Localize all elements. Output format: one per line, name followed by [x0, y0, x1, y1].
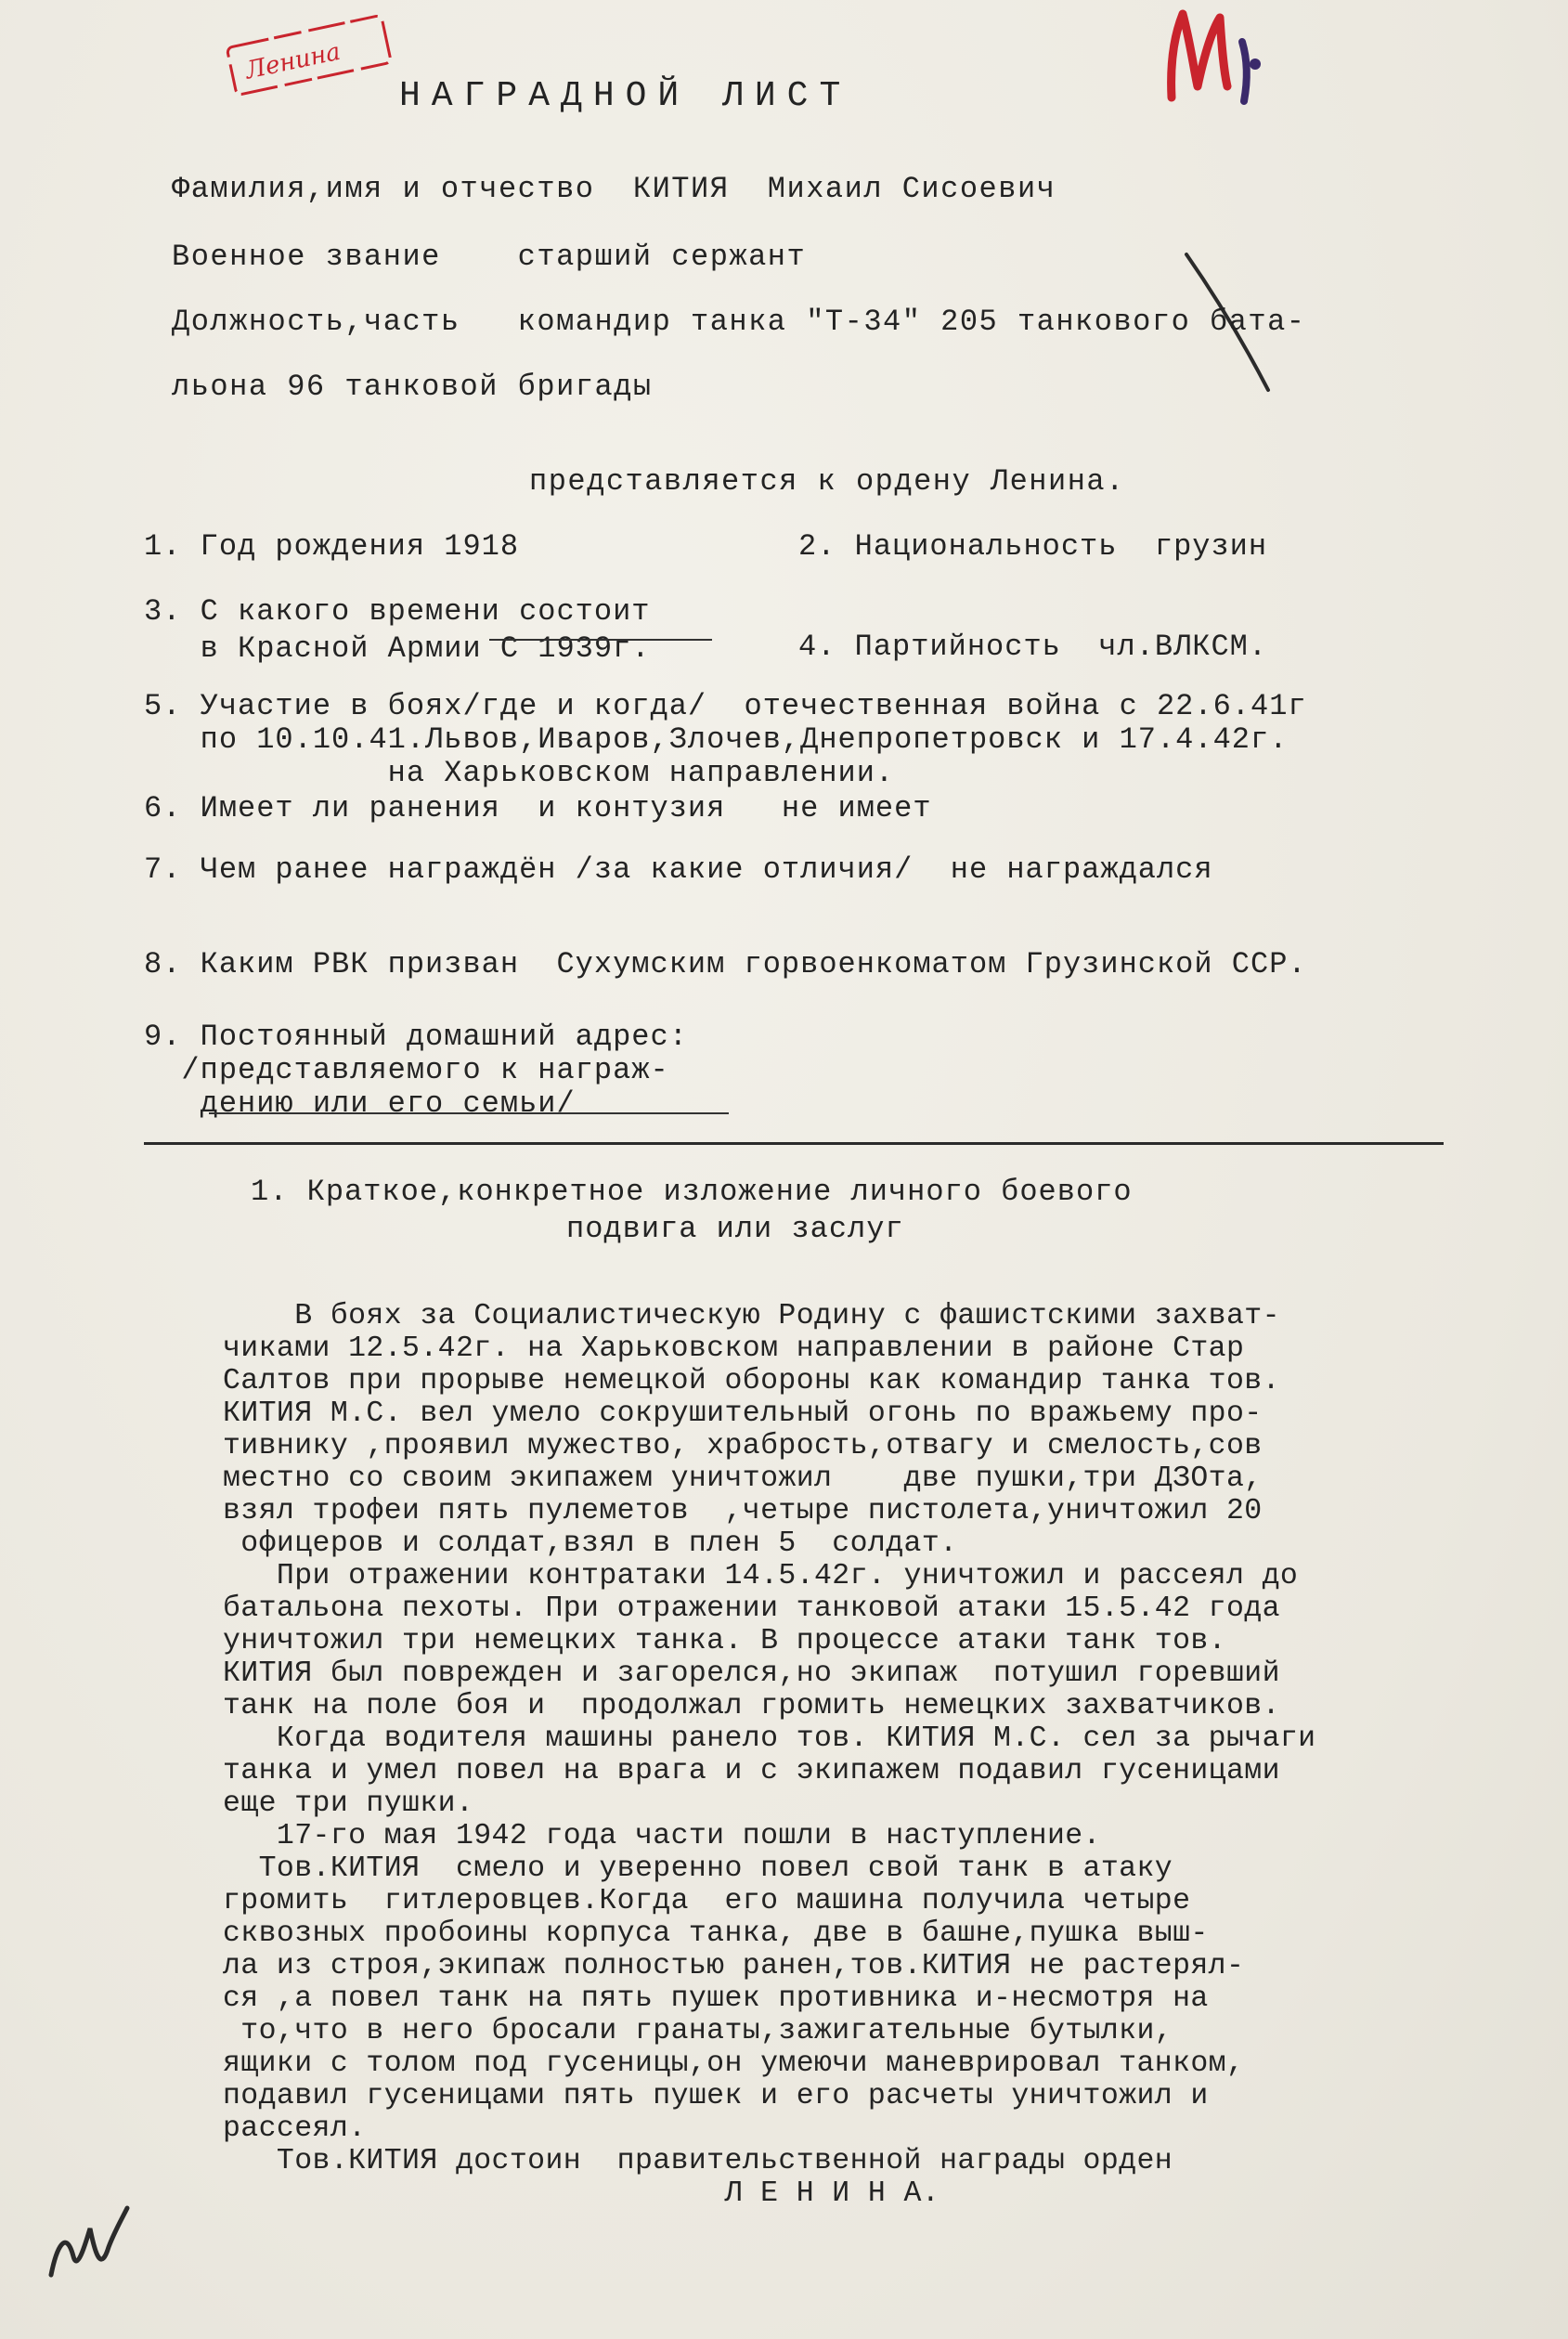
narrative-line: ла из строя,экипаж полностью ранен,тов.КИТИЯ не растерял-: [223, 1950, 1245, 1982]
citation-narrative: [223, 1300, 1523, 2210]
q9-address-a: 9. Постоянный домашний адрес:: [144, 1020, 688, 1054]
q2-nationality: 2. Национальность грузин: [798, 529, 1268, 564]
narrative-line: КИТИЯ был поврежден и загорелся,но экипаж потушил горевший: [223, 1657, 1280, 1690]
narrative-line: ящики с толом под гусеницы,он умеючи маневрировал танком,: [223, 2047, 1245, 2080]
q3-service-start-a: 3. С какого времени состоит: [144, 594, 651, 629]
red-pencil-annotation: [223, 6, 400, 105]
narrative-line: то,что в него бросали гранаты,зажигательные бутылки,: [223, 2015, 1173, 2047]
narrative-line: уничтожил три немецких танка. В процессе атаки танк тов.: [223, 1625, 1226, 1657]
narrative-line: Салтов при прорыве немецкой обороны как командир танка тов.: [223, 1365, 1280, 1397]
section-heading-line-2: подвига или заслуг: [566, 1212, 904, 1246]
award-line: представляется к ордену Ленина.: [529, 464, 1125, 499]
section-divider: [144, 1142, 1444, 1145]
narrative-line: При отражении контратаки 14.5.42г. уничтожил и рассеял до: [223, 1560, 1299, 1592]
q6-wounds: 6. Имеет ли ранения и контузия не имеет: [144, 791, 932, 825]
narrative-line: офицеров и солдат,взял в плен 5 солдат.: [223, 1527, 958, 1560]
narrative-line: батальона пехоты. При отражении танковой атаки 15.5.42 года: [223, 1592, 1280, 1625]
narrative-line: тивнику ,проявил мужество, храбрость,отвагу и смелость,сов: [223, 1430, 1263, 1462]
underline-mark: [489, 639, 712, 641]
narrative-line: Л Е Н И Н А.: [223, 2177, 940, 2210]
narrative-line: чиками 12.5.42г. на Харьковском направлении в районе Стар: [223, 1332, 1245, 1365]
svg-text:Ленина: Ленина: [242, 37, 343, 85]
position-field-line-1: Должность,часть командир танка "Т-34" 205 танкового бата-: [172, 305, 1306, 339]
narrative-line: Тов.КИТИЯ смело и уверенно повел свой танк в атаку: [223, 1852, 1173, 1885]
narrative-line: 17-го мая 1942 года части пошли в наступление.: [223, 1820, 1101, 1852]
narrative-line: Когда водителя машины ранело тов. КИТИЯ М.С. сел за рычаги: [223, 1722, 1316, 1755]
q5-battles-b: по 10.10.41.Львов,Иваров,Злочев,Днепропетровск и 17.4.42г.: [144, 722, 1289, 757]
name-field: Фамилия,имя и отчество КИТИЯ Михаил Сисоевич: [172, 172, 1056, 206]
narrative-line: ся ,а повел танк на пять пушек противника и-несмотря на: [223, 1982, 1209, 2015]
narrative-line: танка и умел повел на врага и с экипажем подавил гусеницами: [223, 1755, 1280, 1787]
narrative-line: взял трофеи пять пулеметов ,четыре пистолета,уничтожил 20: [223, 1495, 1263, 1527]
q5-battles-c: на Харьковском направлении.: [144, 756, 895, 790]
position-field-line-2: льона 96 танковой бригады: [172, 370, 653, 404]
q1-birth-year: 1. Год рождения 1918: [144, 529, 520, 564]
q9-address-b: /представляемого к награж-: [144, 1053, 669, 1087]
q4-party: 4. Партийность чл.ВЛКСМ.: [798, 630, 1268, 664]
q9-address-c: дению или его семьи/: [144, 1086, 576, 1121]
q8-draft-office: 8. Каким РВК призван Сухумским горвоенкоматом Грузинской ССР.: [144, 947, 1307, 981]
rank-field: Военное звание старший сержант: [172, 240, 807, 274]
narrative-line: Тов.КИТИЯ достоин правительственной награды орден: [223, 2145, 1173, 2177]
q5-battles-a: 5. Участие в боях/где и когда/ отечественная война с 22.6.41г: [144, 689, 1307, 723]
narrative-line: рассеял.: [223, 2112, 367, 2145]
document-title: НАГРАДНОЙ ЛИСТ: [399, 76, 852, 116]
narrative-line: КИТИЯ М.С. вел умело сокрушительный огонь по вражьему про-: [223, 1397, 1263, 1430]
underline-mark: [209, 1112, 729, 1114]
narrative-line: еще три пушки.: [223, 1787, 474, 1820]
narrative-line: местно со своим экипажем уничтожил две пушки,три ДЗОта,: [223, 1462, 1263, 1495]
red-signature-mark: [1151, 5, 1290, 116]
narrative-line: громить гитлеровцев.Когда его машина получила четыре: [223, 1885, 1191, 1917]
narrative-line: сквозных пробоины корпуса танка, две в башне,пушка выш-: [223, 1917, 1209, 1950]
pencil-initials-mark: [42, 2191, 144, 2294]
q7-prior-awards: 7. Чем ранее награждён /за какие отличия/ не награждался: [144, 852, 1213, 887]
section-heading-line-1: 1. Краткое,конкретное изложение личного боевого: [251, 1175, 1133, 1209]
narrative-line: В боях за Социалистическую Родину с фашистскими захват-: [223, 1300, 1280, 1332]
narrative-line: подавил гусеницами пять пушек и его расчеты уничтожил и: [223, 2080, 1209, 2112]
narrative-line: танк на поле боя и продолжал громить немецких захватчиков.: [223, 1690, 1280, 1722]
q3-service-start-b: в Красной Армии С 1939г.: [144, 631, 651, 666]
